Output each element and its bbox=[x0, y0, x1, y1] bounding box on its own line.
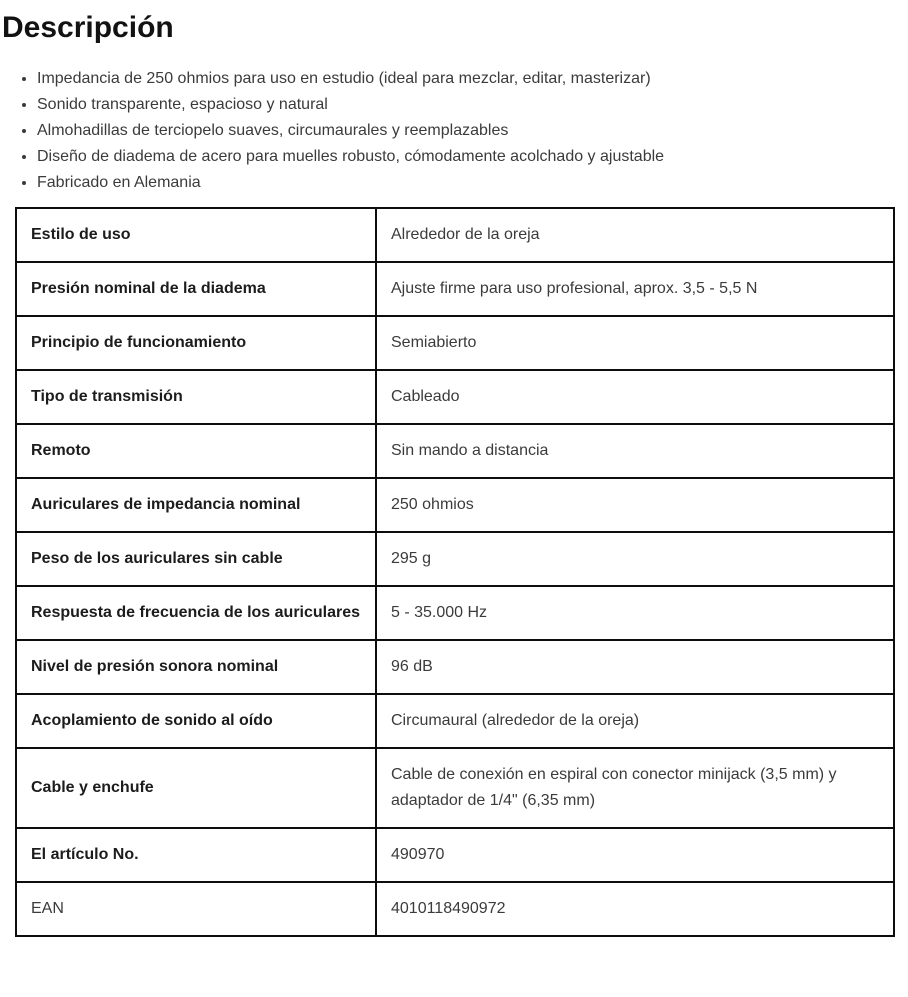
spec-label: EAN bbox=[16, 882, 376, 936]
spec-label: Nivel de presión sonora nominal bbox=[16, 640, 376, 694]
spec-value: 250 ohmios bbox=[376, 478, 894, 532]
spec-row-sound-coupling bbox=[16, 694, 894, 748]
spec-value: Circumaural (alrededor de la oreja) bbox=[376, 694, 894, 748]
feature-item: • Almohadillas de terciopelo suaves, circumaurales y reemplazables bbox=[37, 118, 908, 144]
spec-label: Acoplamiento de sonido al oído bbox=[16, 694, 376, 748]
feature-item: • Fabricado en Alemania bbox=[37, 170, 908, 196]
spec-row-nominal-impedance bbox=[16, 478, 894, 532]
feature-bullet-list bbox=[0, 66, 908, 196]
spec-label: Estilo de uso bbox=[16, 208, 376, 262]
spec-row-transmission-type bbox=[16, 370, 894, 424]
spec-row-operating-principle bbox=[16, 316, 894, 370]
spec-value: Semiabierto bbox=[376, 316, 894, 370]
spec-row-article-no bbox=[16, 828, 894, 882]
feature-item: • Impedancia de 250 ohmios para uso en estudio (ideal para mezclar, editar, masterizar) bbox=[37, 66, 908, 92]
feature-item: • Sonido transparente, espacioso y natural bbox=[37, 92, 908, 118]
spec-value: 96 dB bbox=[376, 640, 894, 694]
spec-row-frequency-response bbox=[16, 586, 894, 640]
spec-value: 4010118490972 bbox=[376, 882, 894, 936]
spec-row-sound-pressure-level bbox=[16, 640, 894, 694]
description-section bbox=[0, 8, 908, 937]
spec-value: 5 - 35.000 Hz bbox=[376, 586, 894, 640]
spec-value: Cable de conexión en espiral con conector minijack (3,5 mm) y adaptador de 1/4" (6,35 mm) bbox=[376, 748, 894, 828]
spec-row-weight bbox=[16, 532, 894, 586]
spec-value: Sin mando a distancia bbox=[376, 424, 894, 478]
spec-value: Alrededor de la oreja bbox=[376, 208, 894, 262]
spec-label: Respuesta de frecuencia de los auriculares bbox=[16, 586, 376, 640]
spec-row-cable-plug bbox=[16, 748, 894, 828]
spec-label: Remoto bbox=[16, 424, 376, 478]
spec-label: Presión nominal de la diadema bbox=[16, 262, 376, 316]
spec-value: Ajuste firme para uso profesional, aprox. 3,5 - 5,5 N bbox=[376, 262, 894, 316]
spec-value: 490970 bbox=[376, 828, 894, 882]
spec-row-ean bbox=[16, 882, 894, 936]
feature-item: • Diseño de diadema de acero para muelles robusto, cómodamente acolchado y ajustable bbox=[37, 144, 908, 170]
spec-label: El artículo No. bbox=[16, 828, 376, 882]
spec-row-headband-pressure bbox=[16, 262, 894, 316]
spec-label: Auriculares de impedancia nominal bbox=[16, 478, 376, 532]
spec-label: Cable y enchufe bbox=[16, 748, 376, 828]
spec-value: Cableado bbox=[376, 370, 894, 424]
spec-value: 295 g bbox=[376, 532, 894, 586]
spec-table bbox=[15, 207, 895, 937]
spec-label: Principio de funcionamiento bbox=[16, 316, 376, 370]
page-title: Descripción bbox=[2, 11, 174, 44]
spec-label: Peso de los auriculares sin cable bbox=[16, 532, 376, 586]
spec-row-usage-style bbox=[16, 208, 894, 262]
spec-label: Tipo de transmisión bbox=[16, 370, 376, 424]
spec-row-remote bbox=[16, 424, 894, 478]
